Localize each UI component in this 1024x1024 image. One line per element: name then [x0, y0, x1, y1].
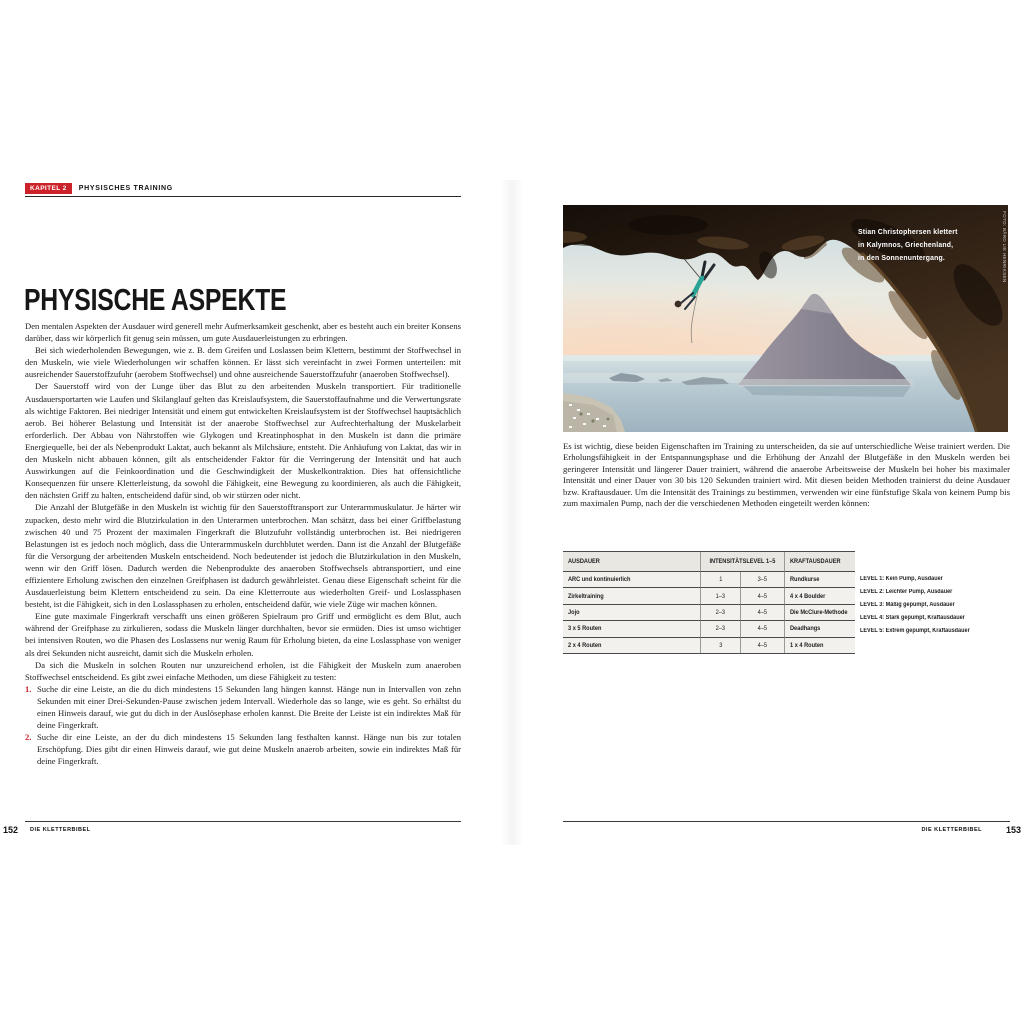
photo-caption	[858, 225, 984, 264]
chapter-header	[25, 183, 173, 194]
page-number: 153	[1005, 825, 1021, 835]
table-cell: 2 x 4 Routen	[568, 641, 602, 649]
table-cell: 4–5	[740, 605, 784, 621]
table-cell: 4 x 4 Boulder	[784, 588, 855, 604]
training-table	[563, 551, 855, 654]
table-cell: 1 x 4 Routen	[784, 638, 855, 653]
list-text: Suche dir eine Leiste, an die du dich mindestens 15 Sekunden lang hängen kannst. Hänge nun in Intervallen von zehn Sekunden mit einer Drei-Sekunden-Pause zwischen jedem Intervall. Wiederhole das so lange, wie es geht. So erhältst du einen Hinweis darauf, wie gut du dich in der Auslösephase erholen kannst. Die Breite der Leiste ist ein indirektes Maß für deine Fingerkraft.	[37, 683, 461, 731]
table-cell: Deadhangs	[784, 621, 855, 637]
table-header-cell: AUSDAUER	[563, 552, 700, 572]
level-legend	[860, 573, 1022, 638]
list-text: Suche dir eine Leiste, an der du dich mindestens 15 Sekunden lang festhalten kannst. Hänge nun bis zur totalen Erschöpfung. Dies gibt dir einen Hinweis darauf, wie gut deine Muskeln anaerob arbeiten, sowie ein indirektes Maß für deine Fingerkraft.	[37, 732, 461, 767]
chapter-title: PHYSISCHES TRAINING	[78, 185, 173, 192]
footer-rule	[563, 821, 1010, 822]
numbered-item	[25, 731, 461, 767]
legend-item: LEVEL 2: Leichter Pump, Ausdauer	[860, 589, 953, 595]
body-paragraph: Es ist wichtig, diese beiden Eigenschaften im Training zu unterscheiden, da sie auf unterschiedliche Weise trainiert werden. Die Erholungsfähigkeit in der Entspannungsphase und die Erhöhung der Anzahl der Blutgefäße in den Muskeln werden bei geringerer Intensität und längerer Dauer trainiert, während die anaerobe Arbeitsweise der Muskeln bei hoher bis maximaler Intensität und einer Dauer von 30 bis 120 Sekunden trainiert wird. Mit diesen beiden Methoden trainierst du deine Ausdauer bzw. Kraftausdauer. Um die Intensität des Trainings zu bestimmen, verwenden wir eine fünfstufige Skala von keinem Pump bis zum maximalen Pump, nach der die verschiedenen Methoden eingeteilt werden können:	[563, 441, 1010, 509]
footer-rule	[25, 821, 461, 822]
table-cell: Die McClure-Methode	[784, 605, 855, 621]
page-gutter	[500, 180, 524, 845]
photo-caption-line: in Kalymnos, Griechenland,	[858, 240, 954, 249]
table-cell: 3	[700, 638, 740, 653]
book-title-footer: DIE KLETTERBIBEL	[30, 827, 91, 833]
body-paragraph: Da sich die Muskeln in solchen Routen nur unzureichend erholen, ist die Fähigkeit der Muskeln zum anaeroben Stoffwechsel entscheidend. Es gibt zwei einfache Methoden, um diese Fähigkeit zu testen:	[25, 659, 461, 682]
page-number: 152	[3, 825, 19, 835]
photo-credit: FOTO: BÅRD LIE HENRIKSEN	[1002, 211, 1007, 283]
legend-item: LEVEL 4: Stark gepumpt, Kraftausdauer	[860, 615, 965, 621]
table-cell: 4–5	[740, 588, 784, 604]
table-cell: Rundkurse	[784, 572, 855, 588]
left-body-text	[25, 320, 461, 767]
table-cell: 1–3	[700, 588, 740, 604]
photo-caption-line: Stian Christophersen klettert	[858, 227, 958, 236]
list-number: 1.	[25, 683, 32, 694]
table-cell: 2–3	[700, 621, 740, 637]
body-paragraph: Die Anzahl der Blutgefäße in den Muskeln ist wichtig für den Sauerstofftransport zur Unterarmmuskulatur. Je härter wir zupacken, desto mehr wird die Blutzirkulation in den Unterarmen unterbrochen. Man schätzt, dass bei einer Griffbelastung zwischen 40 und 75 Prozent der maximalen Fingerkraft die Blutzufuhr vollständig unterbrochen ist. Bei niedrigeren Belastungen ist es jedoch noch möglich, dass die Unterarmmuskeln durchblutet werden. Dann ist die Anzahl der Blutgefäße für die Versorgung der arbeitenden Muskeln entscheidend. Noch bedeutender ist jedoch die Blutzirkulation in den Muskeln, wenn wir den Griff lösen. Dadurch werden die Nebenprodukte des anaeroben Stoffwechsels abtransportiert, und eine effizientere Erholung zwischen den einzelnen Greifphasen ist dadurch gewährleistet. Genau diese Eigenschaft scheint für die Ausdauerleistung beim Klettern entscheidend zu sein. Da eine Kletterroute aus wiederholten Greif- und Loslassphasen besteht, ist die Fähigkeit, sich in den Loslassphasen zu erholen, entscheidend dafür, wie viele Züge wir machen können.	[25, 502, 461, 610]
body-paragraph: Der Sauerstoff wird von der Lunge über das Blut zu den arbeitenden Muskeln transportiert. Für traditionelle Ausdauersportarten wie Laufen und Skilanglauf gelten das Kreislaufsystem, die Sauerstoffaufnahme und die Verwertungsrate als wichtige Faktoren. Bei niedriger Intensität und einem gut entwickelten Kreislaufsystem ist der Stoffwechsel hauptsächlich aerob. Bei höherer Belastung und Intensität ist der anaerobe Stoffwechsel zur Aufrechterhaltung der Muskelarbeit erforderlich. Der Abbau von Nährstoffen wie Glykogen und Kreatinphosphat in den Muskeln ist dann die primäre Energiequelle, bei der als Nebenprodukt Laktat, auch bekannt als Milchsäure, entsteht. Die Anhäufung von Laktat, das wir in den Muskeln nicht abbauen können, gilt als entscheidender Faktor für die Verringerung der Intensität und hat auch Auswirkungen auf die Feinkoordination und die Geschwindigkeit der Muskelkontraktion. Dies hat offensichtliche Konsequenzen für unsere Kletterleistung, da sowohl die Fähigkeit, eine Bewegung zu koordinieren, als auch die Fähigkeit, den nächsten Griff zu halten, entscheidend dafür sind, ob wir stürzen oder nicht.	[25, 381, 461, 501]
body-paragraph: Bei sich wiederholenden Bewegungen, wie z. B. dem Greifen und Loslassen beim Klettern, bestimmt der Stoffwechsel in den Muskeln, wie viele Wiederholungen wir schaffen können. Er lässt sich vereinfacht in zwei Formen unterteilen: mit ausreichender Sauerstoffzufuhr (aerobem Stoffwechsel) und ohne ausreichende Sauerstoffzufuhr (anaeroben Stoffwechsel).	[25, 345, 461, 380]
numbered-list	[25, 683, 461, 768]
table-cell: 1	[700, 572, 740, 588]
table-cell: 3 x 5 Routen	[563, 621, 700, 637]
table-cell: 4–5	[740, 638, 784, 653]
body-paragraph: Eine gute maximale Fingerkraft verschafft uns einen größeren Spielraum pro Griff und ermöglicht es dem Blut, auch während der Greifphase zu zirkulieren, sodass die Muskeln länger durchhalten, bevor sie ermüden. Dies ist umso wichtiger bei intensiven Routen, wo die Phasen des Loslassens nur wenig Raum für Erholung bieten, da eine Loslassphase von weniger als drei Sekunden nicht ausreicht, damit sich die Muskeln erholen.	[25, 611, 461, 658]
climbing-photo	[563, 205, 1008, 432]
right-body-text	[563, 441, 1010, 510]
legend-item: LEVEL 3: Mäßig gepumpt, Ausdauer	[860, 602, 955, 608]
table-cell: 3–5	[740, 572, 784, 588]
legend-item: LEVEL 5: Extrem gepumpt, Kraftausdauer	[860, 628, 970, 634]
table-header-cell: KRAFTAUSDAUER	[784, 552, 855, 572]
list-number: 2.	[25, 732, 32, 743]
legend-item: LEVEL 1: Kein Pump, Ausdauer	[860, 576, 943, 582]
table-cell: 4–5	[740, 621, 784, 637]
table-cell: ARC und kontinuierlich	[563, 572, 700, 588]
table-cell: Zirkeltraining	[563, 588, 700, 604]
table-cell: Jojo	[563, 605, 700, 621]
numbered-item	[25, 683, 461, 731]
body-paragraph: Den mentalen Aspekten der Ausdauer wird generell mehr Aufmerksamkeit geschenkt, aber es besteht auch ein breiter Konsens darüber, dass wir körperlich fit genug sein müssen, um gute Ausdauerleistungen zu erbringen.	[25, 321, 461, 344]
photo-caption-line: in den Sonnenuntergang.	[858, 253, 946, 262]
table-header-cell: INTENSITÄTSLEVEL 1–5	[700, 552, 784, 572]
header-rule	[25, 196, 461, 197]
chapter-tag: KAPITEL 2	[25, 183, 72, 194]
table-cell: 2–3	[700, 605, 740, 621]
page-heading: PHYSISCHE ASPEKTE	[24, 282, 287, 317]
book-title-footer: DIE KLETTERBIBEL	[921, 827, 982, 833]
